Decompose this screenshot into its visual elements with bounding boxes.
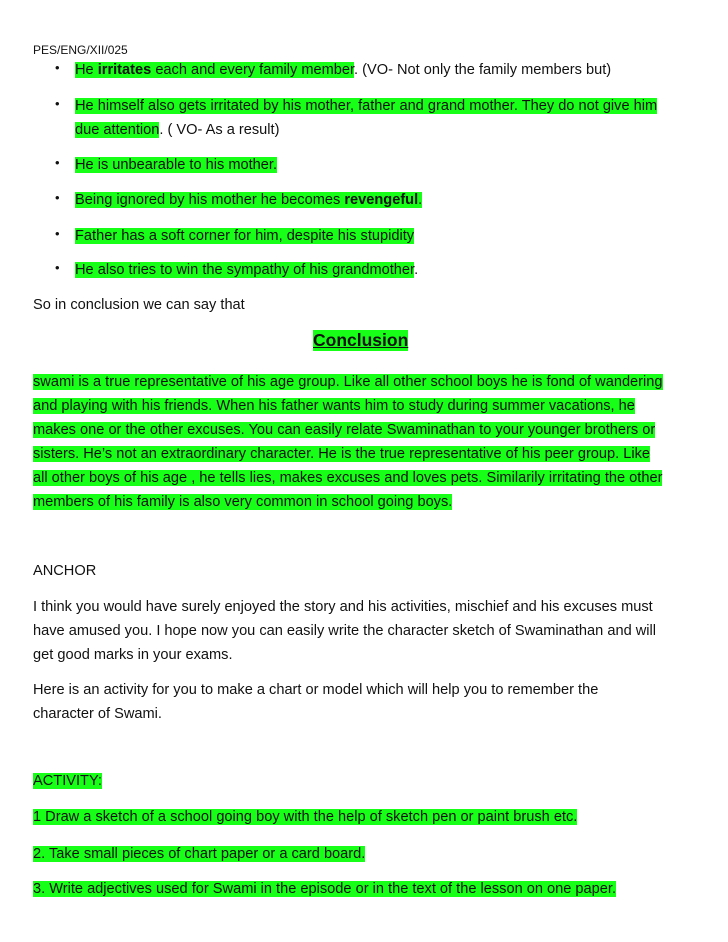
activity-step: 1 Draw a sketch of a school going boy with the help of sketch pen or paint brush etc.	[33, 809, 578, 825]
bullet-text-run: . (VO- Not only the family members but)	[354, 62, 612, 78]
intro-line: So in conclusion we can say that	[33, 297, 245, 313]
anchor-line: have amused you. I hope now you can easily write the character sketch of Swaminathan and will	[33, 623, 657, 639]
bullet-text	[75, 188, 422, 212]
anchor-line: get good marks in your exams.	[33, 647, 233, 663]
bullet-text-run: due attention	[75, 122, 160, 138]
activity-intro-line: Here is an activity for you to make a chart or model which will help you to remember the	[33, 682, 599, 698]
conclusion-line: swami is a true representative of his age group. Like all other school boys he is fond of wandering	[33, 374, 663, 390]
bullet-icon: •	[55, 260, 60, 275]
bullet-text-run: . ( VO- As a result)	[159, 122, 280, 138]
bullet-text-run: He himself also gets irritated by his mother, father and grand mother. They do not give him	[75, 98, 658, 114]
activity-step: 3. Write adjectives used for Swami in the episode or in the text of the lesson on one paper.	[33, 881, 617, 897]
bullet-text-run: Being ignored by his mother he becomes	[75, 192, 345, 208]
conclusion-line: sisters. He’s not an extraordinary character. He is the true representative of his peer group. Like	[33, 446, 651, 462]
bullet-text	[75, 58, 611, 82]
activity-intro-line: character of Swami.	[33, 706, 162, 722]
bullet-text	[75, 153, 277, 177]
bullet-text	[75, 258, 418, 282]
conclusion-heading: Conclusion	[313, 330, 409, 350]
conclusion-line: members of his family is also very common in school going boys.	[33, 494, 453, 510]
anchor-line: I think you would have surely enjoyed the story and his activities, mischief and his excuses must	[33, 599, 653, 615]
bullet-icon: •	[55, 190, 60, 205]
bullet-icon: •	[55, 60, 60, 75]
bullet-text-run: He also tries to win the sympathy of his grandmother	[75, 262, 415, 278]
document-code: PES/ENG/XII/025	[33, 43, 128, 57]
bullet-text	[75, 94, 657, 118]
conclusion-line: makes one or the other excuses. You can easily relate Swaminathan to your younger brothers or	[33, 422, 656, 438]
bullet-text-run: He is unbearable to his mother.	[75, 157, 277, 173]
bullet-icon: •	[55, 155, 60, 170]
bullet-text-run: Father has a soft corner for him, despite his stupidity	[75, 228, 415, 244]
bullet-text-run: irritates	[97, 62, 152, 78]
bullet-text-continued	[75, 118, 279, 142]
bullet-text-run: .	[414, 262, 419, 278]
anchor-label: ANCHOR	[33, 563, 97, 579]
conclusion-line: all other boys of his age , he tells lies, makes excuses and loves pets. Similarily irritating the other	[33, 470, 663, 486]
activity-step: 2. Take small pieces of chart paper or a card board.	[33, 846, 366, 862]
bullet-text-run: each and every family member	[151, 62, 355, 78]
bullet-text-run: He	[75, 62, 98, 78]
bullet-icon: •	[55, 226, 60, 241]
conclusion-line: and playing with his friends. When his father wants him to study during summer vacations, he	[33, 398, 635, 414]
activity-label: ACTIVITY:	[33, 773, 102, 789]
bullet-text	[75, 224, 414, 248]
bullet-text-run: .	[418, 192, 423, 208]
bullet-text-run: revengeful	[344, 192, 419, 208]
bullet-icon: •	[55, 96, 60, 111]
